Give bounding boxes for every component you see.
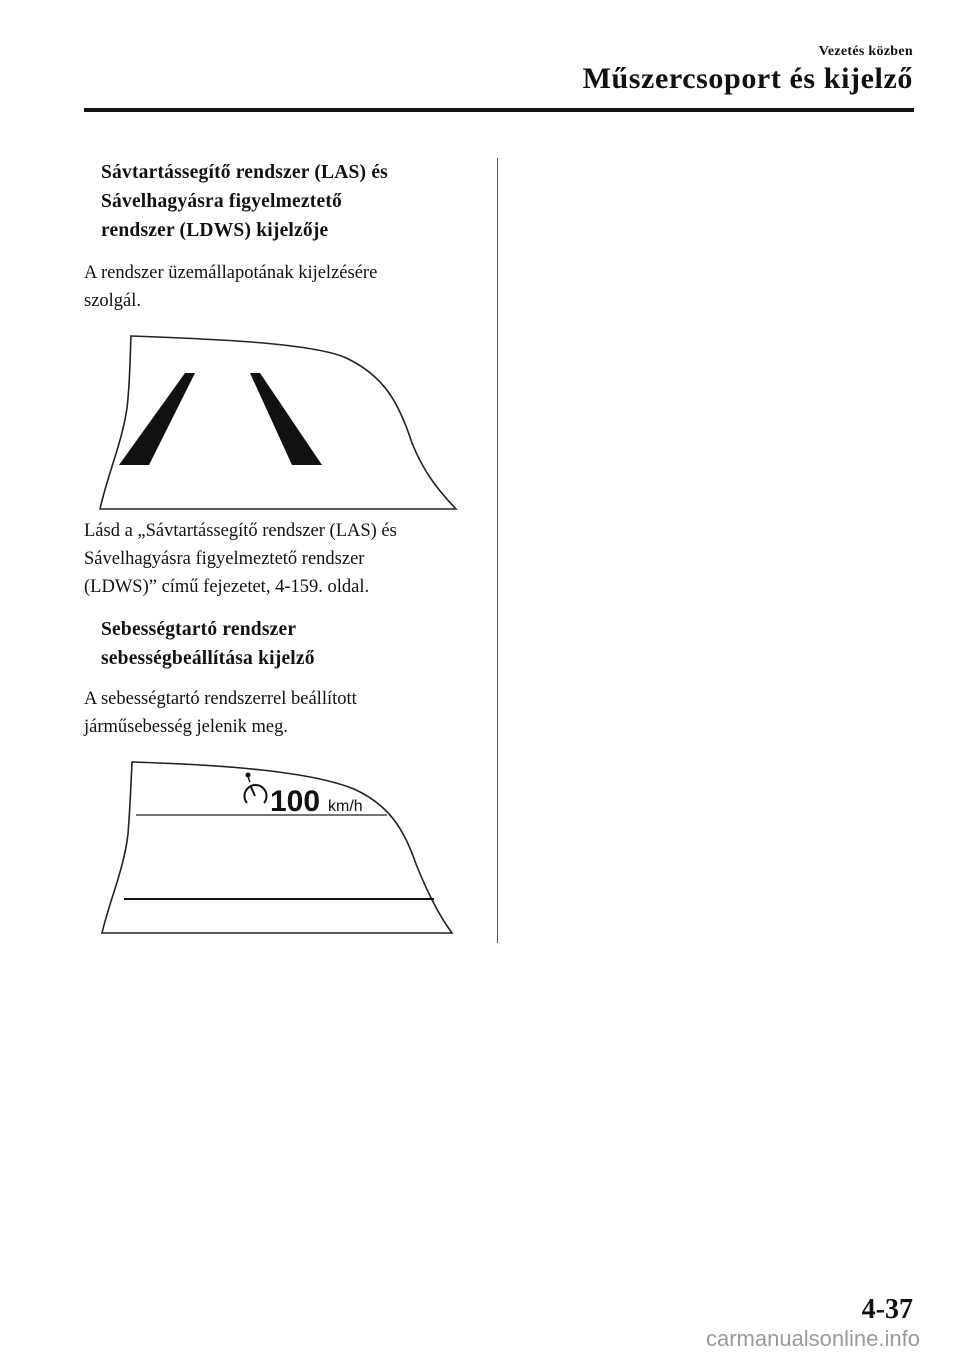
lane-line-left — [119, 373, 195, 465]
header-title: Műszercsoport és kijelző — [582, 62, 913, 95]
body-line: járműsebesség jelenik meg. — [84, 717, 288, 737]
cruise-display-figure — [94, 759, 464, 935]
body-line: Sávelhagyásra figyelmeztető rendszer — [84, 549, 365, 569]
lane-line-right — [250, 373, 322, 465]
header-divider — [84, 108, 914, 112]
cruise-speed-unit: km/h — [328, 798, 363, 815]
section-heading-cruise — [101, 615, 479, 673]
watermark: carmanualsonline.info — [705, 1326, 920, 1351]
left-column — [84, 158, 479, 935]
column-divider — [497, 158, 498, 943]
heading-line: sebességbeállítása kijelző — [101, 648, 315, 669]
body-line: szolgál. — [84, 291, 142, 311]
body-line: A rendszer üzemállapotának kijelzésére — [84, 263, 378, 283]
cruise-speed-value: 100 — [270, 785, 321, 818]
section-body-las-ldws — [84, 259, 479, 315]
section-heading-las-ldws — [101, 158, 479, 245]
cruise-set-icon — [245, 773, 267, 804]
body-line: Lásd a „Sávtartássegítő rendszer (LAS) és — [84, 521, 397, 541]
lane-lines-icon — [100, 336, 456, 509]
heading-line: Sávelhagyásra figyelmeztető — [101, 191, 342, 212]
lane-display-figure — [94, 333, 464, 511]
heading-line: Sávtartássegítő rendszer (LAS) és — [101, 162, 388, 183]
body-line: (LDWS)” című fejezetet, 4-159. oldal. — [84, 577, 370, 597]
heading-line: Sebességtartó rendszer — [101, 619, 297, 640]
header-section-label: Vezetés közben — [818, 44, 913, 59]
heading-line: rendszer (LDWS) kijelzője — [101, 220, 329, 241]
section-reference-las-ldws — [84, 517, 479, 601]
body-line: A sebességtartó rendszerrel beállított — [84, 689, 357, 709]
section-body-cruise — [84, 685, 479, 741]
page-number: 4-37 — [861, 1294, 913, 1325]
